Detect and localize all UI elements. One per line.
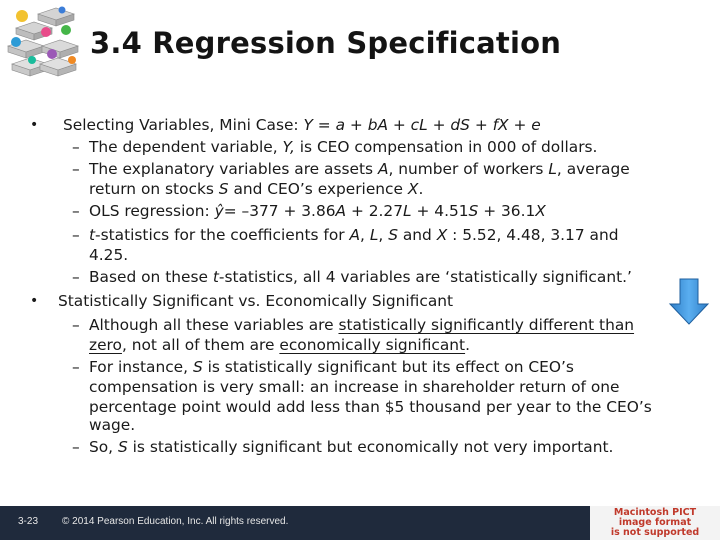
text: and CEO’s experience bbox=[228, 180, 408, 198]
text: and bbox=[397, 226, 437, 244]
bullet-marker: • bbox=[30, 293, 39, 309]
var-x: X bbox=[407, 180, 419, 198]
subitem-example-line3 bbox=[89, 398, 652, 416]
text: return on stocks bbox=[89, 180, 219, 198]
text: : 5.52, 4.48, 3.17 and bbox=[447, 226, 619, 244]
bullet-marker: • bbox=[30, 117, 39, 133]
bullet-statistical-vs-economic bbox=[58, 292, 453, 310]
text: The explanatory variables are assets bbox=[89, 160, 378, 178]
var-s: S bbox=[192, 358, 203, 376]
text: , not all of them are bbox=[121, 336, 280, 354]
placeholder-line3: is not supported bbox=[610, 527, 700, 538]
text: = –377 + 3.86 bbox=[223, 202, 336, 220]
var-x: X bbox=[436, 226, 448, 244]
slide-title: 3.4 Regression Specification bbox=[90, 26, 562, 60]
var-yhat: ŷ bbox=[214, 202, 224, 220]
var-t: t bbox=[89, 226, 96, 244]
text: is CEO compensation in 000 of dollars. bbox=[294, 138, 598, 156]
subitem-not-all-significant-line2 bbox=[89, 336, 470, 354]
subitem-explanatory-variables-line1 bbox=[89, 160, 630, 178]
text: OLS regression: bbox=[89, 202, 215, 220]
regression-equation: Y = a + bA + cL + dS + fX + e bbox=[303, 116, 541, 134]
text: 4.25. bbox=[89, 246, 129, 264]
text: -statistics for the coefficients for bbox=[95, 226, 350, 244]
text: , number of workers bbox=[388, 160, 549, 178]
var-s: S bbox=[117, 438, 128, 456]
text: -statistics, all 4 variables are ‘statistically significant.’ bbox=[218, 268, 632, 286]
var-x: X bbox=[535, 202, 546, 220]
dash-marker: – bbox=[72, 160, 80, 178]
dash-marker: – bbox=[72, 438, 80, 456]
subitem-example-line1 bbox=[89, 358, 574, 376]
var-s: S bbox=[388, 226, 398, 244]
subitem-significance-conclusion bbox=[89, 268, 632, 286]
text: Although all these variables are bbox=[89, 316, 339, 334]
var-y: Y, bbox=[282, 138, 295, 156]
subitem-so-conclusion bbox=[89, 438, 613, 456]
var-l: L bbox=[403, 202, 412, 220]
text: Statistically Significant vs. Economically Significant bbox=[58, 292, 454, 310]
dash-marker: – bbox=[72, 138, 80, 156]
underlined-text: economically significant bbox=[279, 336, 466, 354]
text: + 2.27 bbox=[346, 202, 404, 220]
var-l: L bbox=[548, 160, 557, 178]
bullet-mini-case bbox=[63, 116, 541, 134]
text: For instance, bbox=[89, 358, 193, 376]
subitem-ols-regression bbox=[89, 202, 546, 220]
dash-marker: – bbox=[72, 358, 80, 376]
text: + 4.51 bbox=[411, 202, 469, 220]
subitem-explanatory-variables-line2 bbox=[89, 180, 423, 198]
text: The dependent variable, bbox=[89, 138, 283, 156]
unsupported-image-placeholder bbox=[590, 506, 720, 540]
mini-case-intro: Selecting Variables, Mini Case: bbox=[63, 116, 304, 134]
var-a: A bbox=[377, 160, 389, 178]
text: , average bbox=[556, 160, 630, 178]
dash-marker: – bbox=[72, 268, 80, 286]
text: compensation is very small: an increase in shareholder return of one bbox=[89, 378, 620, 396]
dash-marker: – bbox=[72, 316, 80, 334]
text: So, bbox=[89, 438, 118, 456]
placeholder-line1: Macintosh PICT bbox=[613, 507, 697, 518]
var-a: A bbox=[349, 226, 361, 244]
text: wage. bbox=[89, 416, 136, 434]
text: percentage point would add less than $5 thousand per year to the CEO’s bbox=[89, 398, 652, 416]
text: . bbox=[418, 180, 424, 198]
subitem-example-line4 bbox=[89, 416, 135, 434]
var-a: A bbox=[335, 202, 347, 220]
subitem-t-statistics-line2 bbox=[89, 246, 128, 264]
var-s: S bbox=[218, 180, 229, 198]
dash-marker: – bbox=[72, 202, 80, 220]
text: . bbox=[465, 336, 470, 354]
copyright-notice: © 2014 Pearson Education, Inc. All rights reserved. bbox=[62, 516, 289, 527]
text: , bbox=[360, 226, 370, 244]
dash-marker: – bbox=[72, 226, 80, 244]
subitem-not-all-significant-line1 bbox=[89, 316, 634, 334]
text: is statistically significant but economically not very important. bbox=[127, 438, 614, 456]
underlined-text: zero bbox=[89, 336, 122, 354]
subitem-dependent-variable bbox=[89, 138, 597, 156]
subitem-t-statistics-line1 bbox=[89, 226, 618, 244]
placeholder-line2: image format bbox=[618, 517, 692, 528]
text: , bbox=[378, 226, 389, 244]
var-t: t bbox=[212, 268, 219, 286]
text: is statistically significant but its effect on CEO’s bbox=[202, 358, 574, 376]
text: + 36.1 bbox=[478, 202, 536, 220]
text: Based on these bbox=[89, 268, 213, 286]
slide-number: 3-23 bbox=[18, 516, 39, 527]
down-arrow-icon bbox=[668, 278, 710, 326]
subitem-example-line2 bbox=[89, 378, 620, 396]
var-s: S bbox=[468, 202, 479, 220]
underlined-text: statistically significantly different than bbox=[338, 316, 635, 334]
var-l: L bbox=[369, 226, 379, 244]
